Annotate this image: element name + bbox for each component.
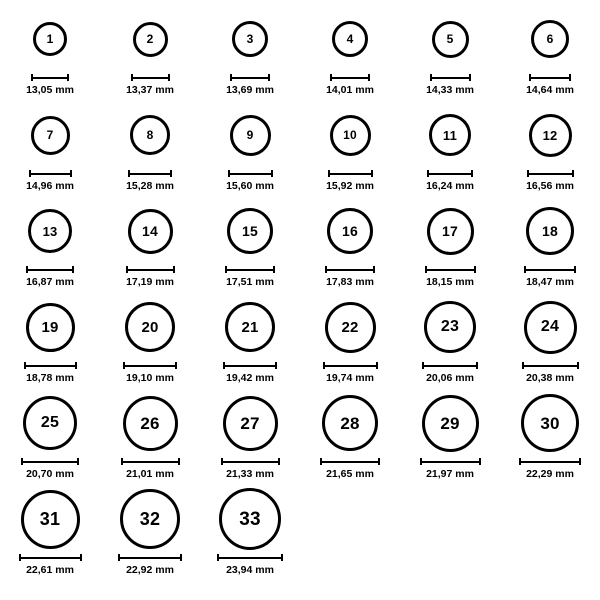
diameter-label: 19,74 mm <box>326 372 374 384</box>
ring-size-number: 24 <box>540 318 560 335</box>
ring-size-number: 23 <box>440 318 460 335</box>
ring-size-cell[interactable] <box>400 294 500 390</box>
ring-diagram <box>128 198 173 264</box>
ring-size-number: 32 <box>139 509 161 529</box>
ring-size-number: 26 <box>140 413 160 433</box>
ring-circle <box>230 115 271 156</box>
measure-bar <box>422 362 478 369</box>
ring-size-number: 16 <box>342 223 358 239</box>
diameter-measure-line <box>529 73 571 82</box>
ring-size-cell[interactable] <box>200 390 300 486</box>
diameter-measure-line <box>422 361 478 370</box>
measure-bar <box>320 458 380 465</box>
ring-circle <box>529 114 572 157</box>
diameter-measure-line <box>121 457 180 466</box>
ring-diagram <box>526 198 574 264</box>
diameter-label: 17,83 mm <box>326 276 374 288</box>
ring-diagram <box>427 198 474 264</box>
diameter-measure-line <box>228 169 273 178</box>
diameter-measure-line <box>524 265 576 274</box>
diameter-measure-line <box>430 73 471 82</box>
diameter-label: 19,10 mm <box>126 372 174 384</box>
ring-diagram <box>429 102 471 168</box>
measure-bar <box>123 362 177 369</box>
ring-size-cell[interactable] <box>0 198 100 294</box>
ring-circle <box>424 301 476 353</box>
diameter-measure-line <box>126 265 175 274</box>
ring-diagram <box>120 486 180 552</box>
ring-circle <box>526 207 574 255</box>
ring-diagram <box>424 294 476 360</box>
ring-size-cell[interactable] <box>500 294 600 390</box>
diameter-label: 20,38 mm <box>526 372 574 384</box>
diameter-measure-line <box>420 457 481 466</box>
ring-size-cell[interactable] <box>200 198 300 294</box>
ring-circle <box>232 21 268 57</box>
ring-diagram <box>130 102 170 168</box>
ring-size-cell[interactable] <box>100 198 200 294</box>
ring-size-cell[interactable] <box>200 486 300 582</box>
measure-bar <box>131 74 170 81</box>
diameter-measure-line <box>425 265 476 274</box>
diameter-label: 22,61 mm <box>26 564 74 576</box>
ring-size-cell[interactable] <box>400 102 500 198</box>
diameter-measure-line <box>522 361 579 370</box>
ring-diagram <box>33 6 67 72</box>
ring-size-number: 33 <box>239 508 261 530</box>
ring-size-cell[interactable] <box>400 6 500 102</box>
ring-diagram <box>521 390 579 456</box>
ring-size-number: 1 <box>46 32 54 46</box>
ring-size-cell[interactable] <box>300 6 400 102</box>
diameter-label: 20,70 mm <box>26 468 74 480</box>
ring-size-cell[interactable] <box>100 102 200 198</box>
ring-circle <box>123 396 178 451</box>
ring-size-number: 7 <box>46 128 54 142</box>
diameter-measure-line <box>328 169 373 178</box>
diameter-measure-line <box>21 457 79 466</box>
ring-size-number: 3 <box>246 32 254 46</box>
measure-bar <box>328 170 373 177</box>
ring-circle <box>120 489 180 549</box>
ring-size-cell[interactable] <box>300 390 400 486</box>
ring-size-number: 9 <box>246 128 254 142</box>
diameter-label: 14,33 mm <box>426 84 474 96</box>
diameter-label: 14,96 mm <box>26 180 74 192</box>
ring-circle <box>524 301 577 354</box>
ring-diagram <box>125 294 175 360</box>
measure-bar <box>121 458 180 465</box>
ring-size-number: 22 <box>341 318 359 336</box>
diameter-label: 18,78 mm <box>26 372 74 384</box>
diameter-label: 19,42 mm <box>226 372 274 384</box>
ring-circle <box>133 22 168 57</box>
ring-diagram <box>524 294 577 360</box>
ring-size-number: 10 <box>343 128 357 142</box>
ring-circle <box>128 209 173 254</box>
ring-circle <box>227 208 273 254</box>
ring-size-cell[interactable] <box>100 6 200 102</box>
ring-size-number: 6 <box>546 32 554 46</box>
diameter-label: 13,05 mm <box>26 84 74 96</box>
ring-circle <box>429 114 471 156</box>
ring-size-number: 4 <box>346 32 354 46</box>
ring-diagram <box>330 102 371 168</box>
ring-circle <box>125 302 175 352</box>
ring-size-number: 13 <box>42 223 58 239</box>
ring-size-cell[interactable] <box>300 102 400 198</box>
ring-size-cell[interactable] <box>100 486 200 582</box>
diameter-measure-line <box>527 169 574 178</box>
measure-bar <box>527 170 574 177</box>
ring-circle <box>422 395 479 452</box>
ring-size-number: 5 <box>446 32 454 46</box>
diameter-label: 15,92 mm <box>326 180 374 192</box>
ring-size-number: 18 <box>542 223 558 239</box>
ring-diagram <box>28 198 72 264</box>
ring-size-cell[interactable] <box>500 198 600 294</box>
diameter-measure-line <box>118 553 182 562</box>
measure-bar <box>223 362 277 369</box>
measure-bar <box>529 74 571 81</box>
diameter-measure-line <box>131 73 170 82</box>
measure-bar <box>230 74 270 81</box>
ring-size-cell[interactable] <box>100 390 200 486</box>
measure-bar <box>330 74 370 81</box>
measure-bar <box>26 266 74 273</box>
ring-circle <box>21 490 80 549</box>
ring-diagram <box>531 6 569 72</box>
ring-size-cell[interactable] <box>0 6 100 102</box>
ring-diagram <box>327 198 373 264</box>
ring-size-cell[interactable] <box>200 102 300 198</box>
diameter-label: 23,94 mm <box>226 564 274 576</box>
measure-bar <box>126 266 175 273</box>
ring-diagram <box>422 390 479 456</box>
ring-size-number: 25 <box>40 414 60 431</box>
diameter-measure-line <box>519 457 581 466</box>
measure-bar <box>427 170 473 177</box>
ring-size-cell[interactable] <box>0 486 100 582</box>
diameter-label: 15,28 mm <box>126 180 174 192</box>
ring-circle <box>31 116 70 155</box>
ring-circle <box>219 488 281 550</box>
diameter-measure-line <box>19 553 82 562</box>
diameter-label: 14,01 mm <box>326 84 374 96</box>
ring-size-cell[interactable] <box>300 198 400 294</box>
ring-circle <box>427 208 474 255</box>
ring-size-number: 20 <box>141 318 159 336</box>
diameter-measure-line <box>325 265 375 274</box>
measure-bar <box>221 458 280 465</box>
ring-size-number: 29 <box>440 413 460 433</box>
ring-size-cell[interactable] <box>500 102 600 198</box>
measure-bar <box>228 170 273 177</box>
measure-bar <box>128 170 172 177</box>
ring-circle <box>330 115 371 156</box>
ring-size-number: 21 <box>241 318 259 336</box>
diameter-measure-line <box>123 361 177 370</box>
diameter-measure-line <box>29 169 72 178</box>
diameter-label: 17,51 mm <box>226 276 274 288</box>
measure-bar <box>524 266 576 273</box>
measure-bar <box>519 458 581 465</box>
ring-diagram <box>232 6 268 72</box>
diameter-measure-line <box>427 169 473 178</box>
measure-bar <box>217 554 283 561</box>
diameter-measure-line <box>223 361 277 370</box>
diameter-measure-line <box>24 361 77 370</box>
ring-diagram <box>21 486 80 552</box>
ring-size-number: 8 <box>146 128 154 142</box>
ring-size-cell[interactable] <box>100 294 200 390</box>
diameter-measure-line <box>225 265 275 274</box>
diameter-label: 18,15 mm <box>426 276 474 288</box>
ring-circle <box>23 396 77 450</box>
ring-circle <box>531 20 569 58</box>
ring-diagram <box>230 102 271 168</box>
diameter-label: 22,29 mm <box>526 468 574 480</box>
diameter-measure-line <box>221 457 280 466</box>
ring-circle <box>225 302 275 352</box>
measure-bar <box>225 266 275 273</box>
ring-circle <box>130 115 170 155</box>
measure-bar <box>29 170 72 177</box>
measure-bar <box>325 266 375 273</box>
ring-diagram <box>219 486 281 552</box>
ring-circle <box>322 395 378 451</box>
diameter-label: 15,60 mm <box>226 180 274 192</box>
ring-circle <box>327 208 373 254</box>
measure-bar <box>118 554 182 561</box>
ring-size-number: 30 <box>540 413 560 433</box>
diameter-measure-line <box>320 457 380 466</box>
ring-size-cell[interactable] <box>400 198 500 294</box>
ring-size-cell[interactable] <box>0 294 100 390</box>
diameter-label: 14,64 mm <box>526 84 574 96</box>
ring-size-cell[interactable] <box>0 102 100 198</box>
ring-size-number: 17 <box>442 223 458 239</box>
diameter-measure-line <box>26 265 74 274</box>
diameter-label: 16,56 mm <box>526 180 574 192</box>
ring-circle <box>432 21 469 58</box>
diameter-label: 21,65 mm <box>326 468 374 480</box>
diameter-measure-line <box>31 73 69 82</box>
ring-size-number: 19 <box>41 318 59 336</box>
diameter-measure-line <box>217 553 283 562</box>
measure-bar <box>24 362 77 369</box>
ring-size-number: 2 <box>146 32 154 46</box>
diameter-label: 22,92 mm <box>126 564 174 576</box>
ring-diagram <box>31 102 70 168</box>
ring-diagram <box>223 390 278 456</box>
diameter-measure-line <box>128 169 172 178</box>
ring-diagram <box>23 390 77 456</box>
measure-bar <box>21 458 79 465</box>
ring-size-number: 14 <box>142 223 158 239</box>
ring-size-number: 15 <box>242 223 258 239</box>
measure-bar <box>323 362 378 369</box>
diameter-label: 20,06 mm <box>426 372 474 384</box>
ring-size-number: 12 <box>542 127 558 143</box>
measure-bar <box>19 554 82 561</box>
ring-circle <box>332 21 368 57</box>
diameter-label: 13,69 mm <box>226 84 274 96</box>
measure-bar <box>420 458 481 465</box>
ring-circle <box>28 209 72 253</box>
ring-size-cell[interactable] <box>500 390 600 486</box>
ring-size-cell[interactable] <box>200 294 300 390</box>
diameter-label: 17,19 mm <box>126 276 174 288</box>
ring-circle <box>521 394 579 452</box>
ring-size-number: 11 <box>442 127 458 143</box>
ring-circle <box>223 396 278 451</box>
ring-circle <box>325 302 376 353</box>
ring-diagram <box>332 6 368 72</box>
ring-diagram <box>26 294 75 360</box>
ring-size-cell[interactable] <box>0 390 100 486</box>
ring-diagram <box>133 6 168 72</box>
diameter-label: 21,01 mm <box>126 468 174 480</box>
measure-bar <box>31 74 69 81</box>
measure-bar <box>425 266 476 273</box>
diameter-measure-line <box>323 361 378 370</box>
diameter-label: 13,37 mm <box>126 84 174 96</box>
diameter-label: 21,97 mm <box>426 468 474 480</box>
ring-circle <box>33 22 67 56</box>
ring-diagram <box>529 102 572 168</box>
diameter-label: 16,87 mm <box>26 276 74 288</box>
ring-size-number: 28 <box>340 413 360 433</box>
ring-diagram <box>225 294 275 360</box>
ring-diagram <box>123 390 178 456</box>
diameter-label: 18,47 mm <box>526 276 574 288</box>
ring-diagram <box>325 294 376 360</box>
ring-circle <box>26 303 75 352</box>
ring-diagram <box>322 390 378 456</box>
diameter-measure-line <box>330 73 370 82</box>
measure-bar <box>430 74 471 81</box>
diameter-label: 16,24 mm <box>426 180 474 192</box>
diameter-measure-line <box>230 73 270 82</box>
ring-size-cell[interactable] <box>400 390 500 486</box>
ring-size-number: 31 <box>39 509 61 529</box>
measure-bar <box>522 362 579 369</box>
ring-size-cell[interactable] <box>300 294 400 390</box>
ring-diagram <box>432 6 469 72</box>
ring-size-cell[interactable] <box>500 6 600 102</box>
ring-diagram <box>227 198 273 264</box>
diameter-label: 21,33 mm <box>226 468 274 480</box>
ring-size-number: 27 <box>240 413 260 433</box>
ring-size-cell[interactable] <box>200 6 300 102</box>
